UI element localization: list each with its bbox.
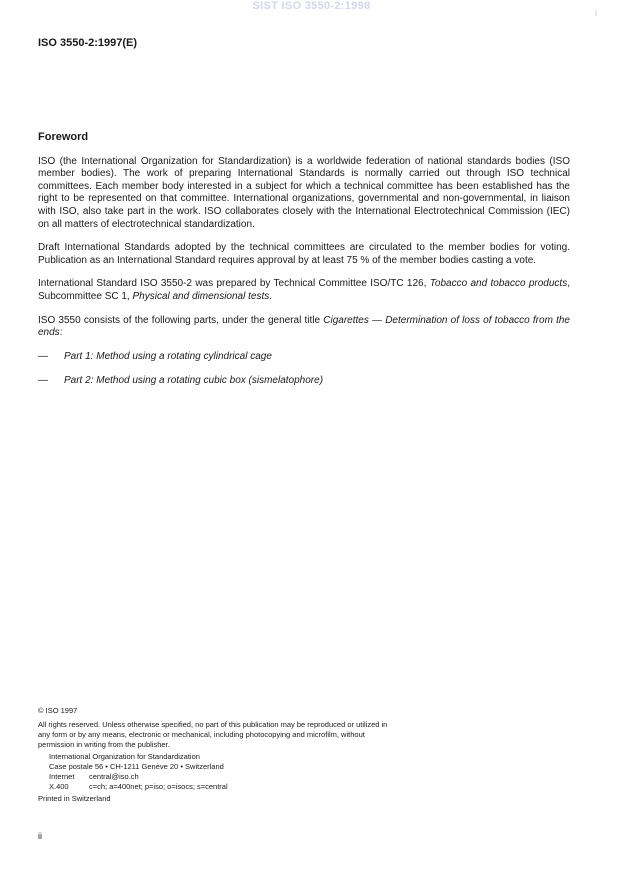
internet-label: Internet	[49, 772, 75, 781]
p3-committee-title: Tobacco and tobacco products	[429, 278, 568, 290]
foreword-paragraph-1: ISO (the International Organization for Standardization) is a worldwide federation of national standards bodies (ISO member bodies). The work of preparing International Standards is normally carried out through ISO technical committees. Each member body interested in a subject for which a technical committee has been established has the right to be represented on that committee. International organizations, governmental and non-governmental, in liaison with ISO, also take part in the work. ISO collaborates closely with the International Electrotechnical Commission (IEC) on all matters of electrotechnical standardization.	[38, 155, 570, 230]
foreword-section	[38, 131, 570, 400]
x400-label: X.400	[49, 782, 69, 791]
corner-mark: i	[595, 8, 597, 18]
postal-address	[38, 762, 398, 772]
organization-name: International Organization for Standardization	[49, 752, 200, 761]
p3-text-c: , Subcommittee SC 1,	[38, 278, 570, 302]
p3-text-e: .	[269, 290, 273, 302]
part-list-item	[38, 375, 570, 388]
list-dash: —	[38, 375, 48, 387]
foreword-paragraph-3	[38, 278, 570, 303]
copyright-block	[38, 706, 398, 804]
foreword-paragraph-4	[38, 315, 570, 340]
p4-text-a: ISO 3550 consists of the following parts, under the general title	[38, 314, 324, 326]
p4-general-title: Cigarettes — Determination of loss of tobacco from the ends	[38, 314, 570, 339]
watermark: SIST ISO 3550-2:1998	[252, 0, 371, 12]
x400-contact	[38, 782, 398, 792]
list-dash: —	[38, 350, 48, 362]
foreword-heading: Foreword	[38, 131, 89, 143]
document-identifier: ISO 3550-2:1997(E)	[38, 37, 138, 49]
x400-value: c=ch; a=400net; p=iso; o=isocs; s=central	[89, 782, 228, 791]
part-list-item	[38, 351, 570, 364]
part-1-title: Part 1: Method using a rotating cylindrical cage	[64, 350, 272, 362]
page-number: ii	[38, 831, 42, 841]
rights-notice: All rights reserved. Unless otherwise specified, no part of this publication may be reproduced or utilized in any form or by any means, electronic or mechanical, including photocopying and microfilm, without permission in writing from the publisher.	[38, 720, 388, 749]
printed-in: Printed in Switzerland	[38, 794, 111, 803]
p4-text-c: :	[59, 327, 63, 339]
part-2-title: Part 2: Method using a rotating cubic box (sismelatophore)	[64, 375, 324, 387]
foreword-paragraph-2: Draft International Standards adopted by the technical committees are circulated to the member bodies for voting. Publication as an International Standard requires approval by at least 75 % of the member bodies casting a vote.	[38, 242, 570, 266]
p3-subcommittee-title: Physical and dimensional tests	[132, 290, 270, 302]
address-text: Case postale 56 • CH-1211 Genève 20 • Switzerland	[49, 762, 224, 771]
internet-contact	[38, 772, 398, 782]
p3-text-a: International Standard ISO 3550-2 was prepared by Technical Committee ISO/TC 126,	[38, 278, 430, 290]
internet-value: central@iso.ch	[89, 772, 139, 781]
copyright-line: © ISO 1997	[38, 706, 78, 715]
